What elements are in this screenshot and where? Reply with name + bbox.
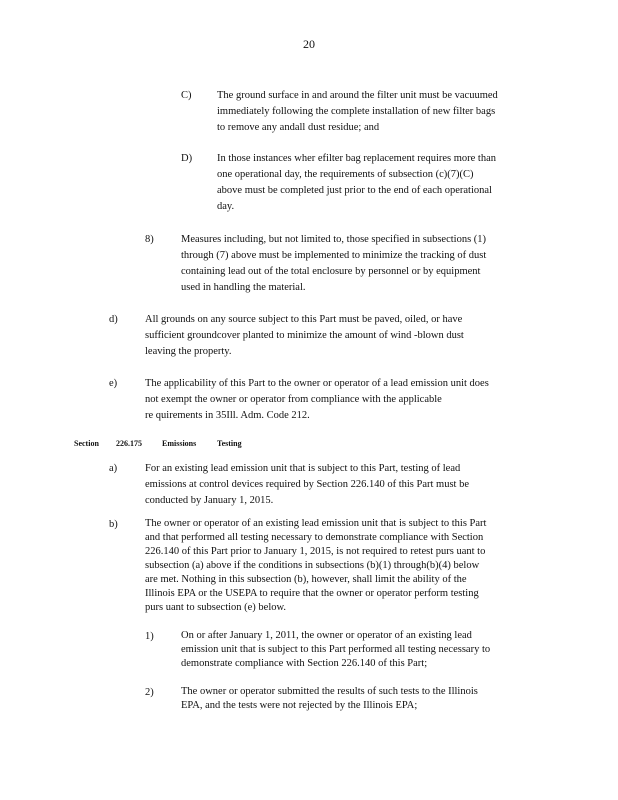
text-line: and that performed all testing necessary to demonstrate compliance with Section <box>145 532 484 543</box>
item-text <box>181 232 533 296</box>
text-line: Measures including, but not limited to, those specified in subsections (1) <box>181 234 487 245</box>
text-line: The ground surface in and around the filter unit must be vacuumed <box>217 90 498 101</box>
text-line: The owner or operator of an existing lead emission unit that is subject to this Part <box>145 518 487 529</box>
section-title-word: Testing <box>217 439 242 448</box>
item-text <box>145 517 539 615</box>
text-line: are met. Nothing in this subsection (b), however, shall limit the ability of the <box>145 574 467 585</box>
text-line: through (7) above must be implemented to minimize the tracking of dust <box>181 250 487 261</box>
text-line: All grounds on any source subject to this Part must be paved, oiled, or have <box>145 314 463 325</box>
text-line: 226.140 of this Part prior to January 1, 2015, is not required to retest purs uant to <box>145 546 486 557</box>
text-line: Illinois EPA or the USEPA to require that the owner or operator perform testing <box>145 588 479 599</box>
item-label: C) <box>181 90 192 101</box>
item-label: a) <box>109 463 118 474</box>
text-line: day. <box>217 201 235 212</box>
list-item-8 <box>145 232 533 296</box>
page-number: 20 <box>303 37 315 51</box>
text-line: emission unit that is subject to this Part performed all testing necessary to <box>181 644 491 655</box>
text-line: used in handling the material. <box>181 282 306 293</box>
text-line: conducted by January 1, 2015. <box>145 495 274 506</box>
text-line: The owner or operator submitted the results of such tests to the Illinois <box>181 686 478 697</box>
list-item-e <box>109 376 539 424</box>
text-line: On or after January 1, 2011, the owner or operator of an existing lead <box>181 630 472 641</box>
text-line: immediately following the complete installation of new filter bags <box>217 106 496 117</box>
section-number: 226.175 <box>116 439 142 448</box>
list-item-a <box>109 461 539 509</box>
item-label: e) <box>109 378 118 389</box>
list-item-d-upper <box>181 151 533 215</box>
item-text <box>145 312 539 360</box>
text-line: re quirements in 35Ill. Adm. Code 212. <box>145 410 310 421</box>
list-item-b <box>109 517 539 615</box>
item-label: d) <box>109 314 118 325</box>
text-line: above must be completed just prior to the end of each operational <box>217 185 492 196</box>
list-item-d-lower <box>109 312 539 360</box>
list-item-b1 <box>145 629 539 671</box>
item-label: D) <box>181 153 193 164</box>
text-line: subsection (a) above if the conditions in subsections (b)(1) through(b)(4) below <box>145 560 480 571</box>
section-heading <box>74 436 242 452</box>
list-item-b2 <box>145 685 539 713</box>
text-line: demonstrate compliance with Section 226.140 of this Part; <box>181 658 428 669</box>
text-line: emissions at control devices required by Section 226.140 of this Part must be <box>145 479 469 490</box>
text-line: not exempt the owner or operator from compliance with the applicable <box>145 394 442 405</box>
text-line: EPA, and the tests were not rejected by the Illinois EPA; <box>181 700 418 711</box>
text-line: sufficient groundcover planted to minimize the amount of wind -blown dust <box>145 330 464 341</box>
text-line: to remove any andall dust residue; and <box>217 122 380 133</box>
text-line: containing lead out of the total enclosure by personnel or by equipment <box>181 266 481 277</box>
text-line: The applicability of this Part to the owner or operator of a lead emission unit does <box>145 378 489 389</box>
item-label: 2) <box>145 687 154 698</box>
item-text <box>217 88 533 136</box>
item-text <box>217 151 533 215</box>
text-line: In those instances wher efilter bag replacement requires more than <box>217 153 497 164</box>
item-label: 1) <box>145 631 154 642</box>
item-label: b) <box>109 519 118 530</box>
section-word: Section <box>74 439 99 448</box>
text-line: For an existing lead emission unit that is subject to this Part, testing of lead <box>145 463 461 474</box>
text-line: leaving the property. <box>145 346 232 357</box>
item-text <box>181 629 539 671</box>
section-title-word: Emissions <box>162 439 197 448</box>
item-label: 8) <box>145 234 154 245</box>
item-text <box>145 461 539 509</box>
item-text <box>181 685 539 713</box>
item-text <box>145 376 539 424</box>
text-line: one operational day, the requirements of subsection (c)(7)(C) <box>217 169 474 180</box>
text-line: purs uant to subsection (e) below. <box>145 602 287 613</box>
list-item-c-upper <box>181 88 533 136</box>
